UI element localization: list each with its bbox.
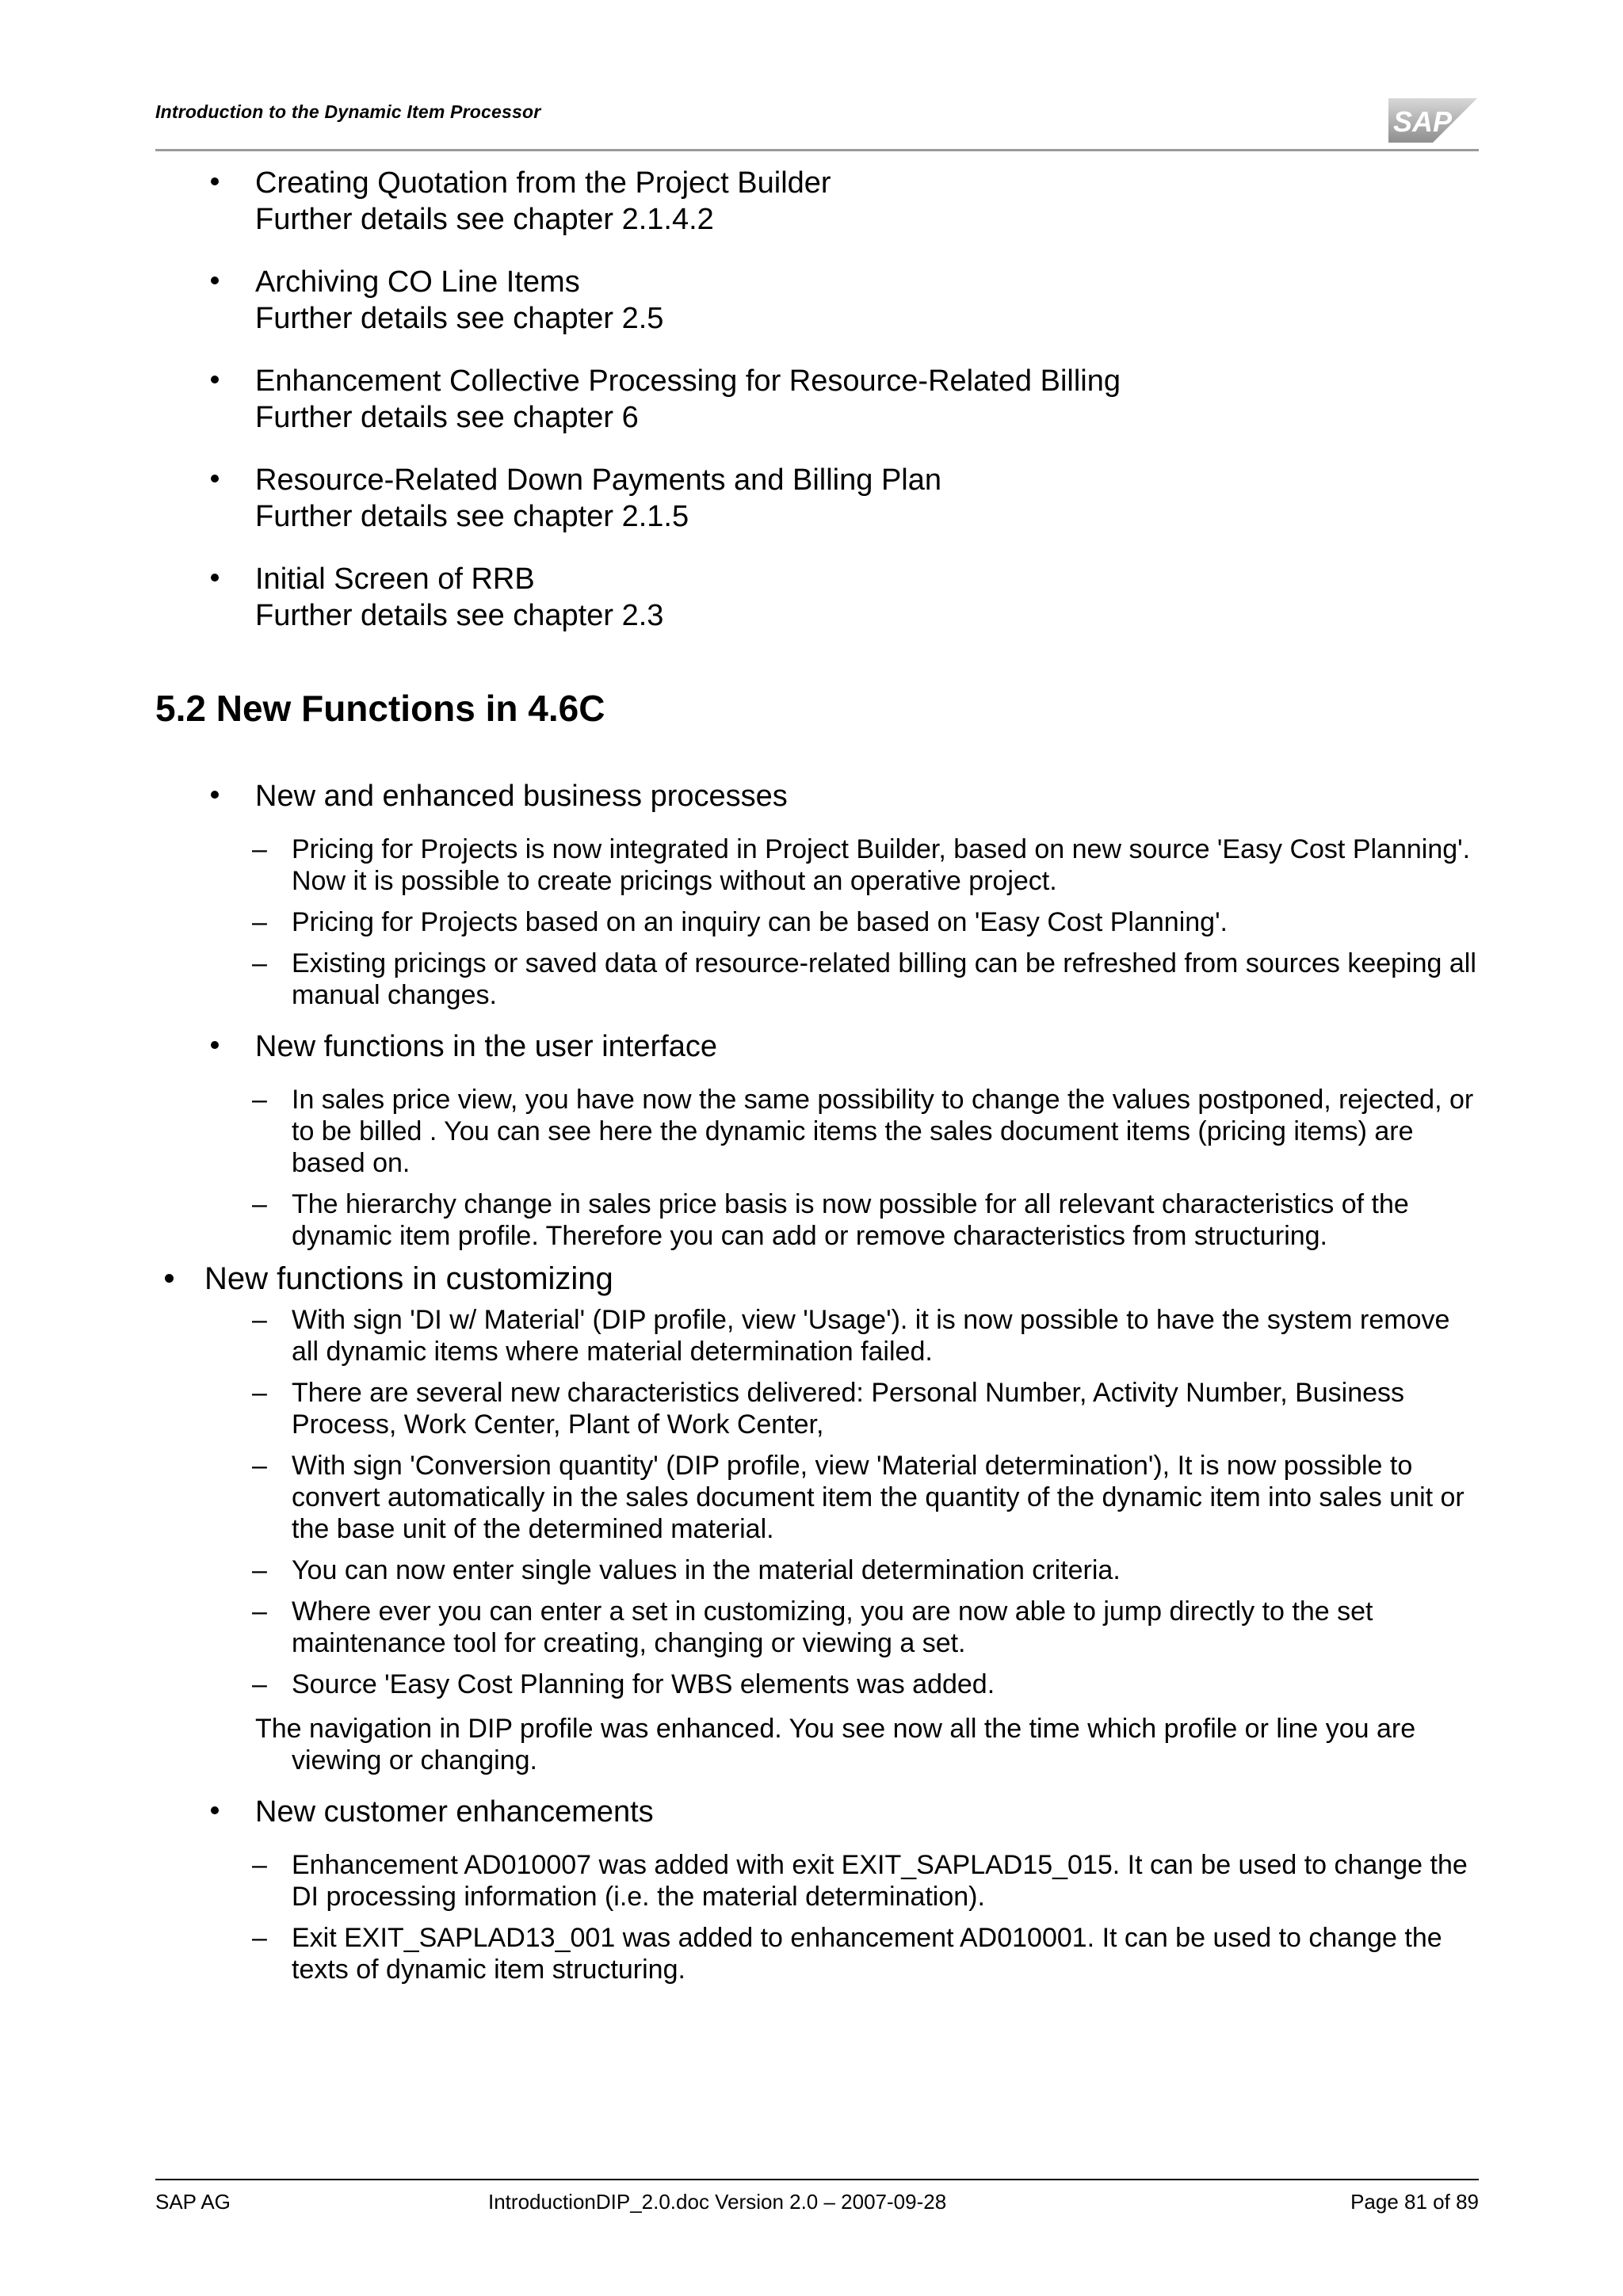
footer-company: SAP AG [155,2190,231,2214]
list-item [155,462,1480,535]
dash-icon: – [252,907,267,937]
list-item-detail: Further details see chapter 2.1.5 [255,500,689,533]
dash-icon: – [252,1596,267,1627]
sub-list-item: – Where ever you can enter a set in customizing, you are now able to jump directly to the set maintenance tool for creating, changing or viewing a set. [252,1596,1373,1658]
sub-list-item: – There are several new characteristics delivered: Personal Number, Activity Number, Business Process, Work Center, Plant of Work Center, [252,1378,1405,1440]
bullet-icon [211,791,219,799]
bullet-icon [211,277,219,284]
sub-list-item: – Existing pricings or saved data of resource-related billing can be refreshed from sources keeping all manual changes. [252,948,1476,1010]
list-item [155,1028,1480,1065]
dash-icon: – [252,1555,267,1585]
bullet-icon [211,475,219,482]
sub-list-item: – Pricing for Projects is now integrated in Project Builder, based on new source 'Easy Cost Planning'. Now it is possible to create pricings without an operative project. [252,834,1471,896]
sub-list-item: – The hierarchy change in sales price basis is now possible for all relevant characteristics of the dynamic item profile. Therefore you can add or remove characteristics from structuring. [252,1189,1409,1251]
list-item-detail: Further details see chapter 2.5 [255,302,664,335]
bullet-icon [211,376,219,383]
dash-icon: – [252,1189,267,1219]
list-item [155,561,1480,634]
sub-list-item: – Enhancement AD010007 was added with exit EXIT_SAPLAD15_015. It can be used to change the DI processing information (i.e. the material determination). [252,1850,1468,1912]
sub-list-item: – With sign 'DI w/ Material' (DIP profile, view 'Usage'). it is now possible to have the system remove all dynamic items where material determination failed. [252,1305,1450,1367]
page-body [155,162,1480,1985]
sub-list-item: – You can now enter single values in the material determination criteria. [252,1555,1121,1585]
bullet-icon [211,177,219,185]
list-item [155,264,1480,337]
list-item-detail: Further details see chapter 2.3 [255,599,664,632]
group-title: New and enhanced business processes [255,780,788,813]
list-item [155,778,1480,814]
dash-icon: – [252,1451,267,1481]
sap-logo [1388,98,1477,143]
list-item-title: Creating Quotation from the Project Builder [255,166,831,200]
running-header-title: Introduction to the Dynamic Item Processor [155,101,541,122]
svg-text:SAP: SAP [1393,105,1453,138]
list-item [155,165,1480,238]
sub-list-item: – In sales price view, you have now the same possibility to change the values postponed, rejected, or to be billed . You can see here the dynamic items the sales document items (pricing items) are based on. [252,1085,1474,1178]
list-item-detail: Further details see chapter 6 [255,401,639,434]
section-heading: 5.2 New Functions in 4.6C [155,688,605,729]
dash-icon: – [252,948,267,978]
customizing-note: The navigation in DIP profile was enhanced. You see now all the time which profile or line you are viewing or changing. [255,1714,1416,1775]
list-item [155,1794,1480,1830]
header-rule [155,149,1479,151]
dash-icon: – [252,1305,267,1335]
footer-document: IntroductionDIP_2.0.doc Version 2.0 – 2007-09-28 [488,2190,947,2214]
sub-list-item: – With sign 'Conversion quantity' (DIP profile, view 'Material determination'), It is now possible to convert automatically in the sales document item the quantity of the dynamic item into sales unit or the base unit of the determined material. [252,1451,1465,1544]
list-item-title: Archiving CO Line Items [255,265,580,299]
list-item [155,1260,1480,1298]
list-item [155,363,1480,436]
group-title: New customer enhancements [255,1795,654,1829]
list-item-title: Enhancement Collective Processing for Resource-Related Billing [255,364,1121,398]
dash-icon: – [252,834,267,864]
list-item-title: Resource-Related Down Payments and Billing Plan [255,463,942,497]
sub-list-item: – Source 'Easy Cost Planning for WBS elements was added. [252,1669,995,1699]
list-item-detail: Further details see chapter 2.1.4.2 [255,203,714,236]
footer-page-number: Page 81 of 89 [1350,2190,1479,2214]
bullet-icon [211,574,219,582]
bullet-icon [211,1041,219,1049]
group-title: New functions in the user interface [255,1030,717,1063]
dash-icon: – [252,1669,267,1699]
sub-list-item: – Pricing for Projects based on an inquiry can be based on 'Easy Cost Planning'. [252,907,1228,937]
bullet-icon [211,1806,219,1814]
dash-icon: – [252,1378,267,1408]
group-title: New functions in customizing [204,1261,613,1296]
list-item-title: Initial Screen of RRB [255,563,535,596]
dash-icon: – [252,1850,267,1880]
footer-rule [155,2179,1479,2180]
dash-icon: – [252,1085,267,1115]
dash-icon: – [252,1923,267,1953]
sub-list-item: – Exit EXIT_SAPLAD13_001 was added to enhancement AD010001. It can be used to change the texts of dynamic item structuring. [252,1923,1442,1985]
bullet-icon [165,1274,174,1283]
